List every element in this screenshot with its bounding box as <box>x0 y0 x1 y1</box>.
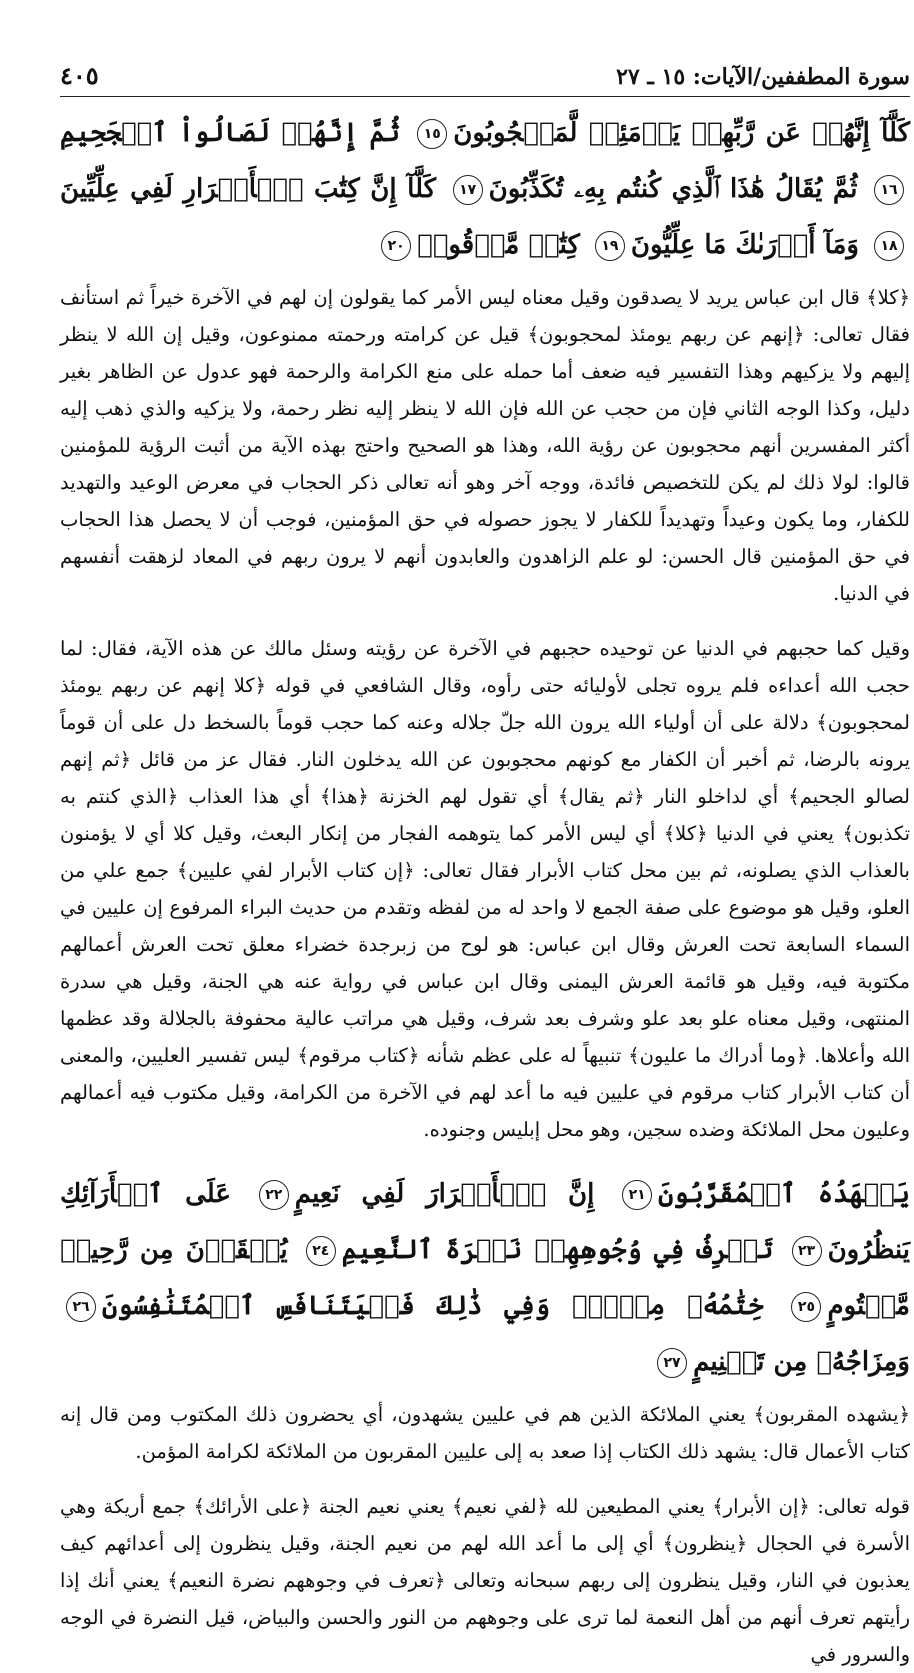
page-header <box>60 50 910 97</box>
page-number: ٤٠٥ <box>60 61 99 90</box>
ayah-number-marker: ٢٣ <box>792 1236 822 1266</box>
ayah-number-marker: ٢٧ <box>657 1348 687 1378</box>
ayah-number-marker: ٢١ <box>622 1180 652 1210</box>
verse-19-text: وَمَآ أَدۡرَىٰكَ مَا عِلِّيُّونَ <box>630 230 859 260</box>
quran-verses-1 <box>60 105 910 273</box>
ayah-number-marker: ٢٦ <box>66 1292 96 1322</box>
ayah-number-marker: ٢٢ <box>259 1180 289 1210</box>
verse-16-text: ثُمَّ إِنَّهُمۡ لَصَالُواْ ٱلۡجَحِيمِ <box>60 118 400 148</box>
ayah-number-marker: ٢٠ <box>381 231 411 261</box>
ayah-number-marker: ٢٤ <box>306 1236 336 1266</box>
verse-20-text: كِتَٰبٞ مَّرۡقُومٞ <box>417 230 580 260</box>
ayah-number-marker: ١٩ <box>595 231 625 261</box>
verse-17-text: ثُمَّ يُقَالُ هَٰذَا ٱلَّذِي كُنتُم بِهِۦ تُكَذِّبُونَ <box>488 174 858 204</box>
verse-18-text: كَلَّآ إِنَّ كِتَٰبَ ٱلۡأَبۡرَارِ لَفِي عِلِّيِّينَ <box>60 174 437 204</box>
verse-15-text: كَلَّآ إِنَّهُمۡ عَن رَّبِّهِمۡ يَوۡمَئِذٖ لَّمَحۡجُوبُونَ <box>453 118 910 148</box>
verse-26-text: خِتَٰمُهُۥ مِسۡكٞۚ وَفِي ذَٰلِكَ فَلۡيَتَنَافَسِ ٱلۡمُتَنَٰفِسُونَ <box>102 1291 764 1321</box>
commentary-paragraph: ﴿كلا﴾ قال ابن عباس يريد لا يصدقون وقيل معناه ليس الأمر كما يقولون إن لهم في الآخرة خيراً ثم استأنف فقال تعالى: ﴿إنهم عن ربهم يومئذ لمحجوبون﴾ قيل عن كرامته ورحمته ممنوعون، وقيل إن الله لا ينظر إليهم ولا يزكيهم وهذا التفسير فيه ضعف أما حمله على منع الكرامة والرحمة فهو عدول عن الظاهر بغير دليل، وكذا الوجه الثاني فإن من حجب عن الله فإن الله لا ينظر إليه نظر رحمة، ولا يزكيه والذي ذهب إليه أكثر المفسرين أنهم محجوبون عن رؤية الله، وهذا هو الصحيح واحتج بهذه الآية من أثبت الرؤية للمؤمنين قالوا: لولا ذلك لم يكن للتخصيص فائدة، ووجه آخر وهو أنه تعالى ذكر الحجاب في معرض الوعيد والتهديد للكفار، وما يكون وعيداً وتهديداً للكفار لا يجوز حصوله في حق المؤمنين، فوجب أن لا يحصل هذا الحجاب في حق المؤمنين قال الحسن: لو علم الزاهدون والعابدون أنهم لا يرون ربهم في المعاد لزهقت أنفسهم في الدنيا. <box>60 286 910 605</box>
verse-25-text: يُسۡقَوۡنَ مِن رَّحِيقٖ مَّخۡتُومٍ <box>60 1235 910 1321</box>
book-page <box>60 50 910 1666</box>
commentary-paragraph: ﴿يشهده المقربون﴾ يعني الملائكة الذين هم في عليين يشهدون، أي يحضرون ذلك المكتوب ومن قال إنه كتاب الأعمال قال: يشهد ذلك الكتاب إذا صعد به إلى عليين المقربون من الملائكة لكرامة المؤمن. <box>60 1403 910 1463</box>
verse-27-text: وَمِزَاجُهُۥ مِن تَسۡنِيمٍ <box>693 1347 910 1377</box>
surah-title: سورة المطففين/الآيات: ١٥ ـ ٢٧ <box>616 64 910 90</box>
quran-verses-2 <box>60 1166 910 1390</box>
commentary-paragraph: وقيل كما حجبهم في الدنيا عن توحيده حجبهم في الآخرة عن رؤيته وسئل مالك عن هذه الآية، فقال: لما حجب الله أعداءه فلم يروه تجلى لأوليائه حتى رأوه، وقال الشافعي في قوله ﴿كلا إنهم عن ربهم يومئذ لمحجوبون﴾ دلالة على أن أولياء الله يرون الله جلّ جلاله وعنه كما حجب قوماً بالسخط دل على أن قوماً يرونه بالرضا، ثم أخبر أن الكفار مع كونهم محجوبون عن الله يدخلون النار. فقال عز من قائل ﴿ثم إنهم لصالو الجحيم﴾ أي لداخلو النار ﴿ثم يقال﴾ أي تقول لهم الخزنة ﴿هذا﴾ أي هذا العذاب ﴿الذي كنتم به تكذبون﴾ يعني في الدنيا ﴿كلا﴾ أي ليس الأمر كما يتوهمه الفجار من إنكار البعث، وقيل كلا أي لا يؤمنون بالعذاب الذي يصلونه، ثم بين محل كتاب الأبرار فقال تعالى: ﴿إن كتاب الأبرار لفي عليين﴾ جمع علي من العلو، وقيل هو موضوع على صفة الجمع لا واحد له من لفظه وتقدم من حديث البراء المرفوع إن عليين في السماء السابعة تحت العرش وقال ابن عباس: هو لوح من زبرجدة خضراء معلق تحت العرش أعمالهم مكتوبة فيه، وقيل هو قائمة العرش اليمنى وقال ابن عباس في رواية عنه هي الجنة، وقيل هي سدرة المنتهى، وقيل معناه علو بعد علو وشرف بعد شرف، وقيل هي مراتب عالية محفوفة بالجلالة وقد عظمها الله وأعلاها. ﴿وما أدراك ما عليون﴾ تنبيهاً له على عظم شأنه ﴿كتاب مرقوم﴾ ليس تفسير العليين، والمعنى أن كتاب الأبرار كتاب مرقوم في عليين فيه ما أعد لهم في الآخرة من الكرامة، وقيل مكتوب فيه أعمالهم وعليون محل الملائكة وضده سجين، وهو محل إبليس وجنوده. <box>60 637 910 1141</box>
ayah-number-marker: ١٦ <box>874 175 904 205</box>
verse-21-text: يَشۡهَدُهُ ٱلۡمُقَرَّبُونَ <box>658 1179 910 1209</box>
verse-24-text: تَعۡرِفُ فِي وُجُوهِهِمۡ نَضۡرَةَ ٱلنَّعِيمِ <box>341 1235 774 1265</box>
ayah-number-marker: ١٨ <box>874 231 904 261</box>
ayah-number-marker: ١٥ <box>417 119 447 149</box>
commentary-paragraph: قوله تعالى: ﴿إن الأبرار﴾ يعني المطيعين لله ﴿لفي نعيم﴾ يعني نعيم الجنة ﴿على الأرائك﴾ جمع أريكة وهي الأسرة في الحجال ﴿ينظرون﴾ أي إلى ما أعد الله لهم من نعيم الجنة، وقيل ينظرون إلى أعدائهم كيف يعذبون في النار، وقيل ينظرون إلى ربهم سبحانه وتعالى ﴿تعرف في وجوههم نضرة النعيم﴾ يعني أنك إذا رأيتهم تعرف أنهم من أهل النعمة لما ترى على وجوههم من النور والحسن والبياض، قيل النضرة في الوجه والسرور في <box>60 1495 910 1666</box>
commentary-2 <box>60 1396 910 1673</box>
verse-22-text: إِنَّ ٱلۡأَبۡرَارَ لَفِي نَعِيمٍ <box>294 1179 595 1209</box>
verse-23-text: عَلَى ٱلۡأَرَآئِكِ يَنظُرُونَ <box>60 1179 910 1265</box>
commentary-1 <box>60 279 910 1148</box>
ayah-number-marker: ٢٥ <box>791 1292 821 1322</box>
ayah-number-marker: ١٧ <box>453 175 483 205</box>
